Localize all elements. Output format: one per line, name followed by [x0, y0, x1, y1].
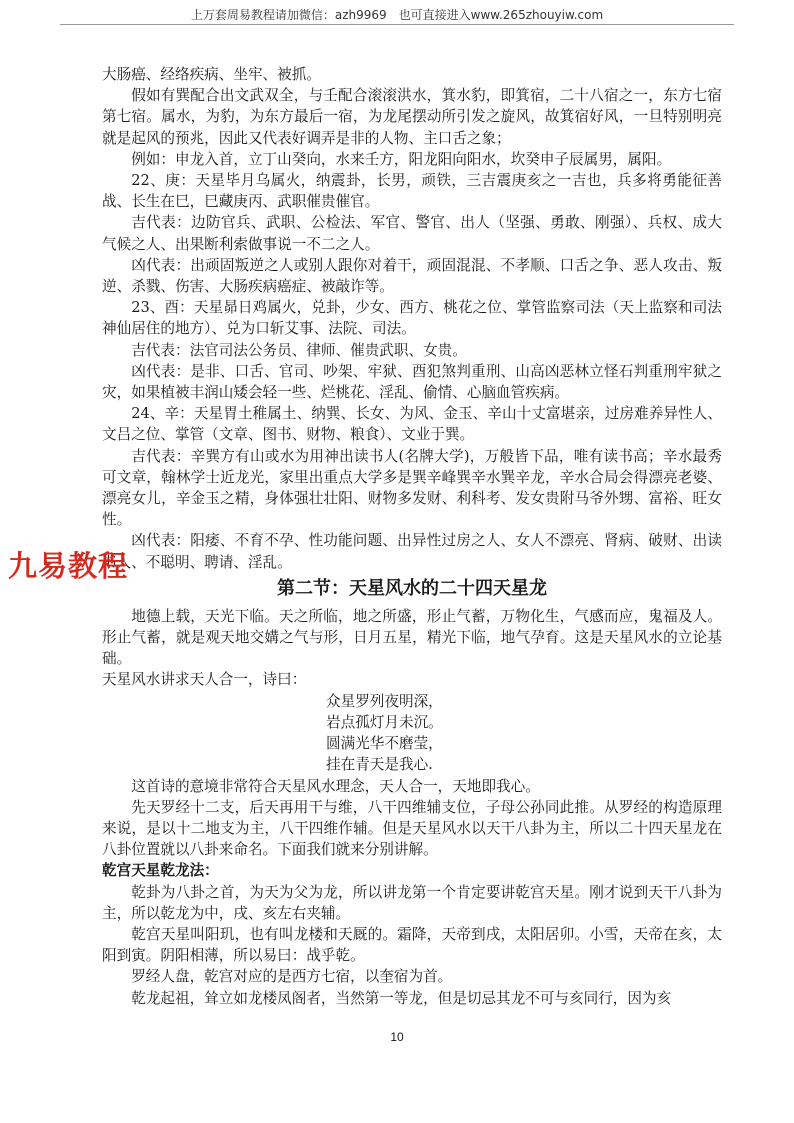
paragraph: 大肠癌、经络疾病、坐牢、被抓。: [102, 66, 321, 83]
paragraph: 乾龙起祖，耸立如龙楼凤阁者，当然第一等龙，但是切忌其龙不可与亥同行，因为亥: [131, 989, 672, 1007]
paragraph: 吉代表：法官司法公务员、律师、催贵武职、女贵。: [131, 341, 467, 359]
paragraph: 罗经人盘，乾宫对应的是西方七宿，以奎宿为首。: [131, 968, 453, 986]
page-header: 上万套周易教程请加微信：azh9969 也可直接进入www.265zhouyiw.com: [190, 8, 604, 22]
paragraph: 假如有巽配合出文武双全，与壬配合滚滚洪水，箕水豹，即箕宿，二十八宿之一，东方七宿第七宿。属水，为豹，为东方最后一宿，为龙尾摆动所引发之旋风，故箕宿好风，一旦特别明亮就是起风的预兆，因此又代表好调弄是非的人物、主口舌之象；: [102, 87, 722, 147]
paragraph: 凶代表：是非、口舌、官司、吵架、牢狱、酉犯煞判重刑、山高凶恶林立怪石判重刑牢狱之灾，如果植被丰润山矮会轻一些、烂桃花、淫乱、偷情、心脑血管疾病。: [102, 362, 722, 402]
paragraph: 天星风水讲求天人合一，诗曰：: [102, 671, 307, 689]
poem-line: 岩点孤灯月未沉。: [326, 713, 443, 731]
subsection-title: 乾宫天星乾龙法：: [102, 862, 219, 880]
paragraph: 24、辛：天星胃土稚属土、纳巽、长女、为风、金玉、辛山十丈富堪亲，过房难养异性人、文吕之位、掌管（文章、图书、财物、粮食）、文业于巽。: [102, 405, 722, 444]
paragraph: 乾宫天星叫阳玑，也有叫龙楼和天厩的。霜降，天帝到戌，太阳居卯。小雪，天帝在亥，太阳到寅。阴阳相薄，所以易曰：战乎乾。: [102, 925, 722, 965]
paragraph: 乾卦为八卦之首，为天为父为龙，所以讲龙第一个肯定要讲乾宫天星。刚才说到天干八卦为主，所以乾龙为中，戌、亥左右夹辅。: [102, 883, 722, 922]
paragraph: 例如：申龙入首，立丁山癸向，水来壬方，阳龙阳向阳水，坎癸申子辰属男，属阳。: [131, 150, 672, 168]
header-divider: [60, 24, 734, 25]
paragraph: 吉代表：边防官兵、武职、公检法、军官、警官、出人（坚强、勇敢、刚强）、兵权、成大气候之人、出果断利索做事说一不二之人。: [102, 214, 722, 253]
section-title: 第二节：天星风水的二十四天星龙: [277, 577, 547, 599]
paragraph: 23、酉：天星昴日鸡属火，兑卦，少女、西方、桃花之位、掌管监察司法（天上监察和司法神仙居住的地方）、兑为口斩艾事、法院、司法。: [102, 299, 722, 338]
paragraph: 凶代表：阳痿、不育不孕、性功能问题、出异性过房之人、女人不漂亮、肾病、破财、出读书人、不聪明、聘请、淫乱。: [102, 532, 722, 571]
watermark-logo: 九易教程: [8, 549, 129, 583]
paragraph: 先天罗经十二支，后天再用干与维，八干四维辅支位，子母公孙同此推。从罗经的构造原理来说，是以十二地支为主，八干四维作辅。但是天星风水以天干八卦为主，所以二十四天星龙在八卦位置就以八卦来命名。下面我们就来分别讲解。: [102, 798, 722, 859]
paragraph: 这首诗的意境非常符合天星风水理念，天人合一，天地即我心。: [131, 777, 540, 795]
poem-line: 挂在青天是我心.: [326, 756, 433, 774]
document-body: [102, 64, 722, 1009]
paragraph: 地德上载，天光下临。天之所临，地之所盛，形止气蓄，万物化生，气感而应，鬼福及人。形止气蓄，就是观天地交媾之气与形，日月五星，精光下临，地气孕育。这是天星风水的立论基础。: [102, 607, 722, 668]
poem: [102, 691, 722, 776]
paragraph: 凶代表：出顽固叛逆之人或别人跟你对着干，顽固混混、不孝顺、口舌之争、恶人攻击、叛逆、杀戮、伤害、大肠疾病癌症、被敲诈等。: [102, 256, 722, 296]
paragraph: 22、庚：天星毕月乌属火，纳震卦，长男，顽铁，三吉震庚亥之一吉也，兵多将勇能征善战、长生在巳，巳藏庚丙、武职催贵催官。: [102, 172, 722, 211]
page-number: 10: [390, 1030, 404, 1044]
poem-line: 众星罗列夜明深，: [326, 692, 443, 710]
paragraph: 吉代表：辛巽方有山或水为用神出读书人(名牌大学)，万般皆下品，唯有读书高；辛水最秀可文章，翰林学士近龙光，家里出重点大学多是巽辛峰巽辛水巽辛龙，辛水合局会得漂亮老婆、漂亮女儿，辛金玉之精，身体强壮壮阳、财物多发财、利科考、发女贵附马爷外甥、富裕、旺女性。: [102, 447, 723, 529]
poem-line: 圆满光华不磨莹，: [326, 735, 443, 753]
